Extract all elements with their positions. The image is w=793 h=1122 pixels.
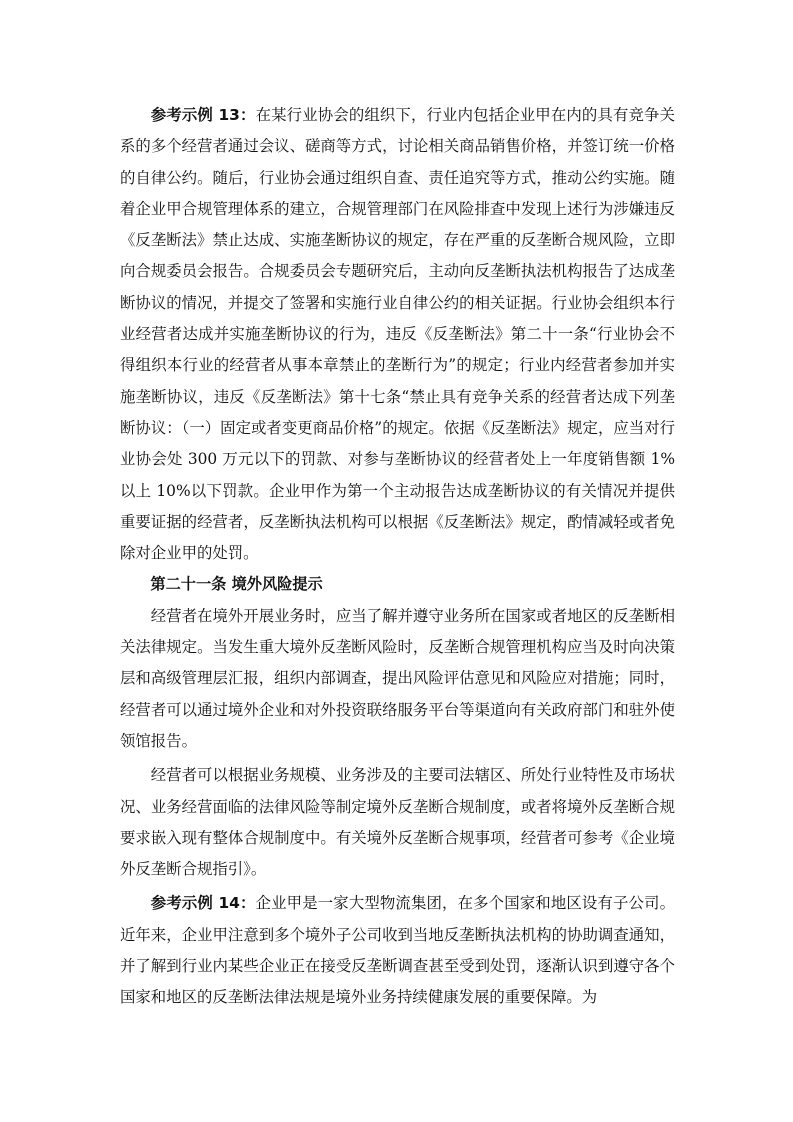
example-13-label: 参考示例 13： (150, 106, 256, 124)
example-14-paragraph (120, 888, 675, 1013)
document-page (120, 100, 675, 1014)
article-21-heading: 第二十一条 境外风险提示 (150, 575, 323, 594)
example-13-paragraph (120, 100, 675, 569)
example-14-label: 参考示例 14： (150, 894, 256, 913)
article-21-paragraph-2: 经营者可以根据业务规模、业务涉及的主要司法辖区、所处行业特性及市场状况、业务经营面临的法律风险等制定境外反垄断合规制度，或者将境外反垄断合规要求嵌入现有整体合规制度中。有关境外反垄断合规事项，经营者可参考《企业境外反垄断合规指引》。 (120, 766, 675, 879)
article-21-paragraph-1: 经营者在境外开展业务时，应当了解并遵守业务所在国家或者地区的反垄断相关法律规定。当发生重大境外反垄断风险时，反垄断合规管理机构应当及时向决策层和高级管理层汇报，组织内部调查，提出风险评估意见和风险应对措施；同时，经营者可以通过境外企业和对外投资联络服务平台等渠道向有关政府部门和驻外使领馆报告。 (120, 606, 675, 750)
example-13-text: 在某行业协会的组织下，行业内包括企业甲在内的具有竞争关系的多个经营者通过会议、磋商等方式，讨论相关商品销售价格，并签订统一价格的自律公约。随后，行业协会通过组织自查、责任追究等方式，推动公约实施。随着企业甲合规管理体系的建立，合规管理部门在风险排查中发现上述行为涉嫌违反《反垄断法》禁止达成、实施垄断协议的规定，存在严重的反垄断合规风险，立即向合规委员会报告。合规委员会专题研究后，主动向反垄断执法机构报告了达成垄断协议的情况，并提交了签署和实施行业自律公约的相关证据。行业协会组织本行业经营者达成并实施垄断协议的行为，违反《反垄断法》第二十一条“行业协会不得组织本行业的经营者从事本章禁止的垄断行为”的规定；行业内经营者参加并实施垄断协议，违反《反垄断法》第十七条“禁止具有竞争关系的经营者达成下列垄断协议：（一）固定或者变更商品价格”的规定。依据《反垄断法》规定，应当对行业协会处 300 万元以下的罚款、对参与垄断协议的经营者处上一年度销售额 1%以上 10%以下罚款。企业甲作为第一个主动报告达成垄断协议的有关情况并提供重要证据的经营者，反垄断执法机构可以根据《反垄断法》规定，酌情减轻或者免除对企业甲的处罚。 (120, 106, 675, 563)
example-14-text: 企业甲是一家大型物流集团，在多个国家和地区设有子公司。近年来，企业甲注意到多个境外子公司收到当地反垄断执法机构的协助调查通知，并了解到行业内某些企业正在接受反垄断调查甚至受到处罚，逐渐认识到遵守各个国家和地区的反垄断法律法规是境外业务持续健康发展的重要保障。为 (120, 894, 675, 1007)
